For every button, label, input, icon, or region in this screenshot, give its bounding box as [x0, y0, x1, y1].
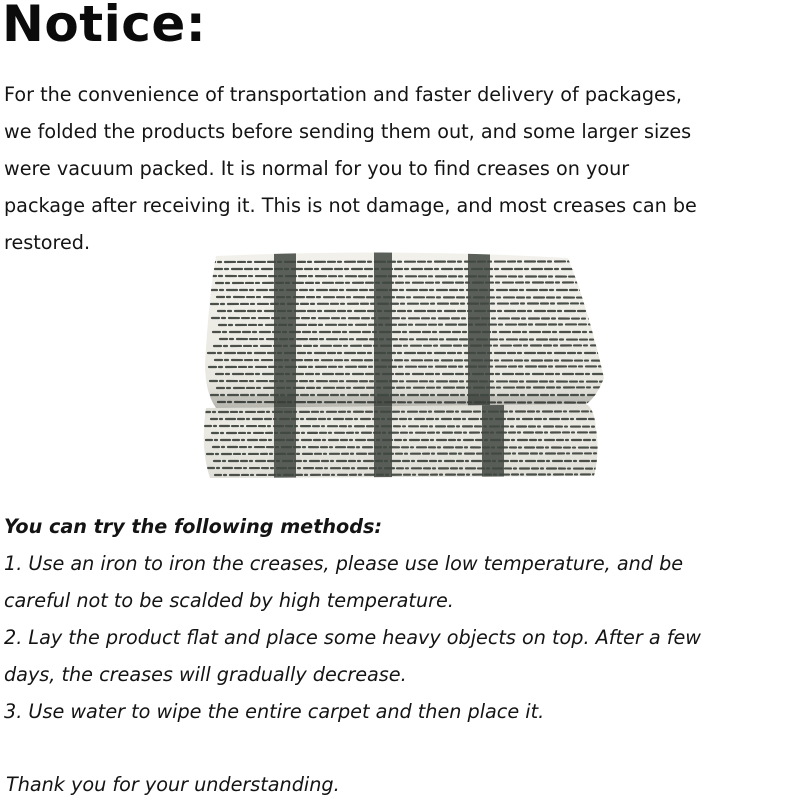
- carpet-top-fold: [196, 248, 612, 413]
- carpet-texture-dash: [215, 474, 600, 475]
- carpet-texture-dash: [209, 366, 606, 367]
- carpet-stripe: [482, 398, 504, 488]
- methods-section: [4, 508, 800, 730]
- carpet-texture-dash: [212, 318, 606, 319]
- thanks-line: Thank you for your understanding.: [6, 773, 340, 796]
- method-line: careful not to be scalded by high temperature.: [4, 589, 454, 612]
- carpet-stripe: [468, 248, 490, 413]
- methods-heading: You can try the following methods:: [4, 515, 383, 538]
- carpet-texture-dash: [209, 276, 606, 277]
- carpet-bottom-fold: [196, 398, 612, 488]
- intro-line: we folded the products before sending them out, and some larger sizes: [4, 120, 692, 143]
- carpet-texture-dash: [205, 426, 600, 427]
- carpet-stripe: [274, 248, 296, 413]
- intro-paragraph: [4, 76, 800, 261]
- method-line: 2. Lay the product flat and place some heavy objects on top. After a few: [4, 626, 701, 649]
- carpet-stripe: [374, 398, 392, 488]
- carpet-stripe: [274, 398, 296, 488]
- carpet-texture-dash: [213, 447, 600, 448]
- intro-line: package after receiving it. This is not damage, and most creases can be: [4, 194, 697, 217]
- carpet-texture-dash: [211, 303, 606, 304]
- folded-carpet-image: [196, 248, 612, 488]
- intro-line: were vacuum packed. It is normal for you to find creases on your: [4, 157, 630, 180]
- carpet-texture-dash: [208, 468, 600, 469]
- notice-title: Notice:: [2, 0, 207, 53]
- intro-line: restored.: [4, 231, 91, 254]
- carpet-stripe: [374, 248, 392, 413]
- method-line: days, the creases will gradually decrease.: [4, 663, 407, 686]
- method-line: 3. Use water to wipe the entire carpet and then place it.: [4, 700, 545, 723]
- intro-line: For the convenience of transportation and faster delivery of packages,: [4, 83, 682, 106]
- method-line: 1. Use an iron to iron the creases, please use low temperature, and be: [4, 552, 684, 575]
- carpet-texture-dash: [210, 381, 606, 382]
- carpet-texture-dash: [212, 432, 600, 433]
